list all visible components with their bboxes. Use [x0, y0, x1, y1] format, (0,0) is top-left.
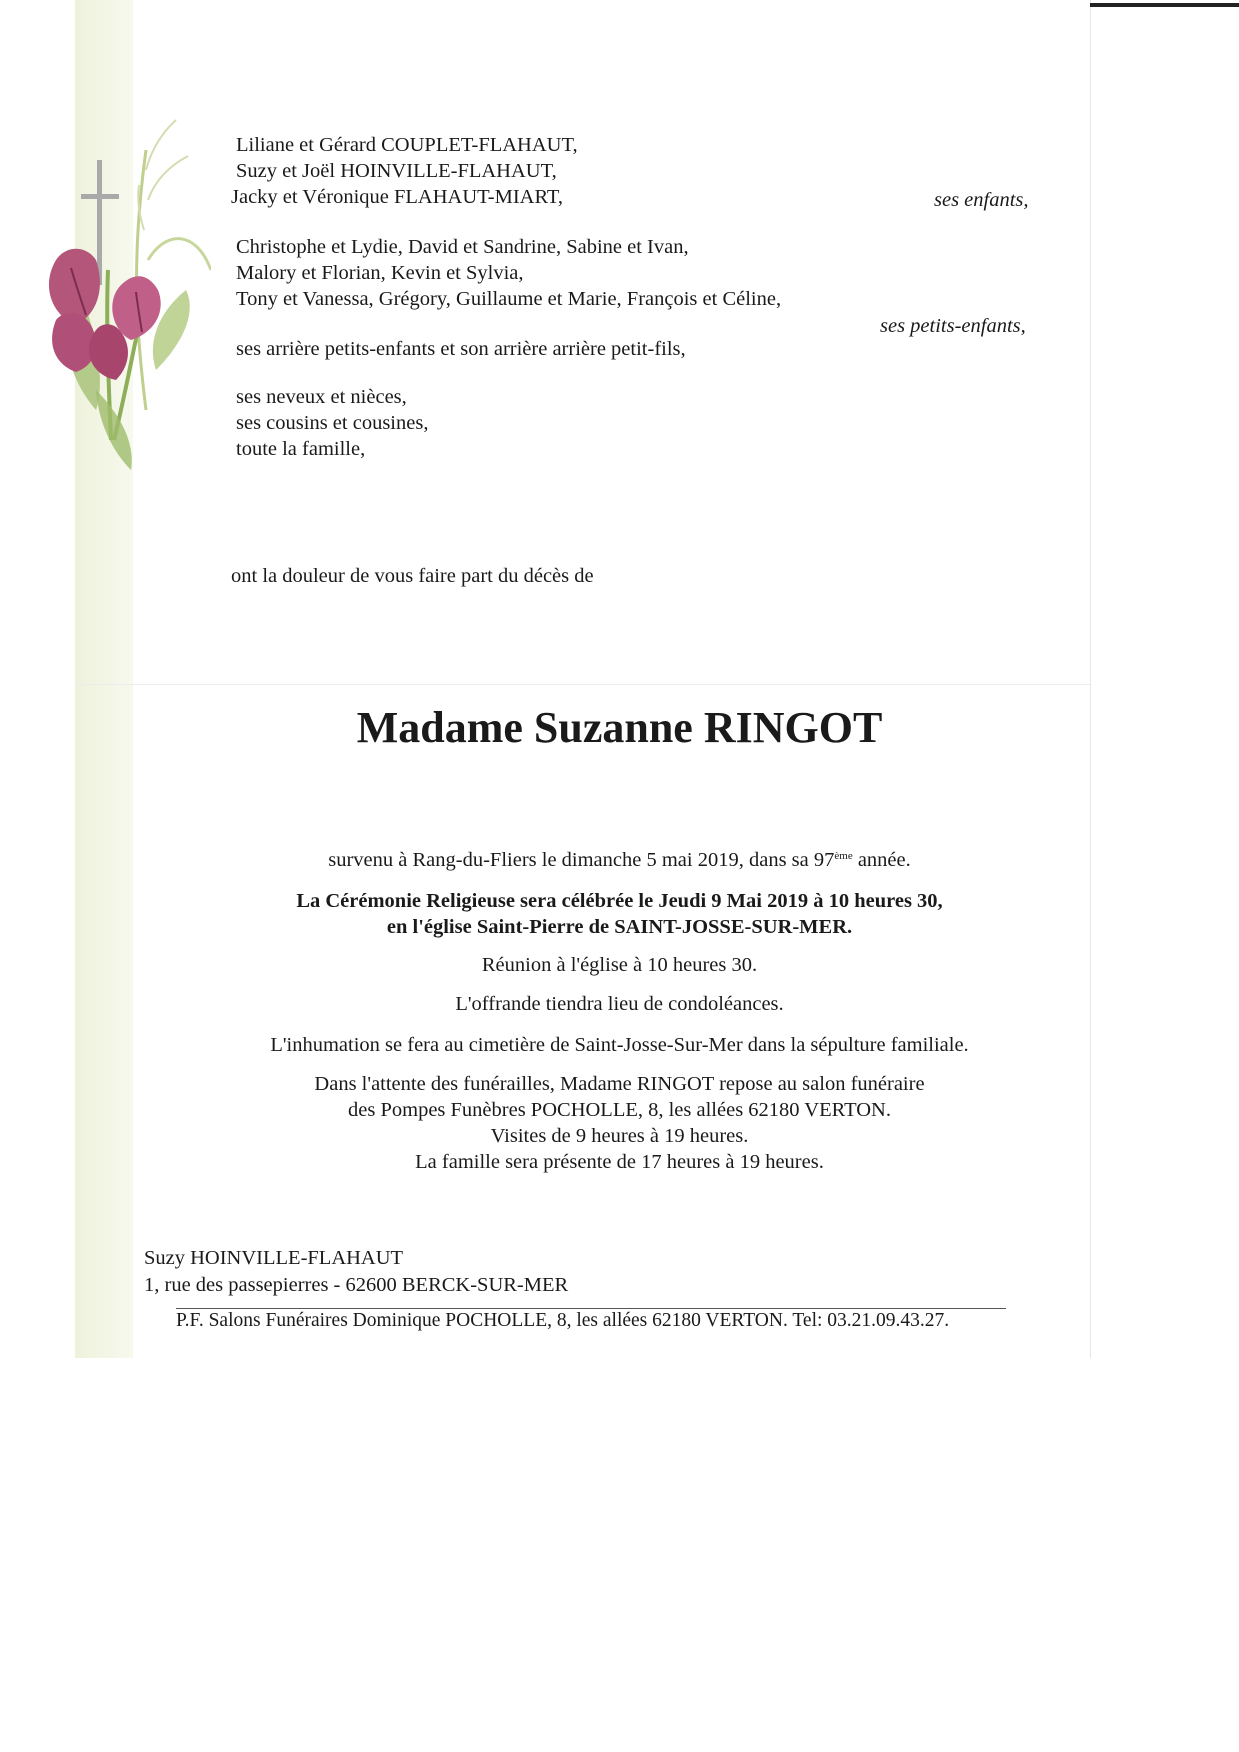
detail-line: Réunion à l'église à 10 heures 30.: [481, 954, 758, 976]
ceremony-line: en l'église Saint-Pierre de SAINT-JOSSE-SUR-MER.: [386, 916, 853, 938]
detail-line: L'offrande tiendra lieu de condoléances.: [455, 993, 784, 1015]
death-details-text: survenu à Rang-du-Fliers le dimanche 5 mai 2019, dans sa 97: [328, 849, 835, 871]
relatives-line: toute la famille,: [236, 438, 366, 460]
great-grandchildren-line: ses arrière petits-enfants et son arrière arrière petit-fils,: [236, 338, 686, 360]
detail-line: L'inhumation se fera au cimetière de Saint-Josse-Sur-Mer dans la sépulture familiale.: [270, 1034, 969, 1056]
announcement-text: ont la douleur de vous faire part du décès de: [231, 565, 594, 587]
deceased-name: Madame Suzanne RINGOT: [356, 703, 883, 752]
grandchildren-label: ses petits-enfants,: [880, 315, 1026, 337]
viewing-line: des Pompes Funèbres POCHOLLE, 8, les allées 62180 VERTON.: [348, 1099, 891, 1121]
funeral-home-footer: P.F. Salons Funéraires Dominique POCHOLLE, 8, les allées 62180 VERTON. Tel: 03.21.09.43.27.: [176, 1310, 950, 1331]
relatives-line: ses cousins et cousines,: [236, 412, 429, 434]
fold-line: [75, 684, 1090, 685]
children-label: ses enfants,: [934, 189, 1029, 211]
ceremony-line: La Cérémonie Religieuse sera célébrée le Jeudi 9 Mai 2019 à 10 heures 30,: [296, 890, 943, 912]
scan-edge-line: [1090, 3, 1239, 7]
viewing-line: La famille sera présente de 17 heures à 19 heures.: [415, 1151, 824, 1173]
ordinal-suffix: ème: [834, 850, 853, 862]
viewing-line: Dans l'attente des funérailles, Madame RINGOT repose au salon funéraire: [314, 1073, 925, 1095]
death-details: [0, 847, 1239, 873]
grandchild-line: Malory et Florian, Kevin et Sylvia,: [236, 262, 524, 284]
child-line: Jacky et Véronique FLAHAUT-MIART,: [231, 186, 564, 208]
contact-address: 1, rue des passepierres - 62600 BERCK-SUR-MER: [144, 1274, 569, 1296]
contact-name: Suzy HOINVILLE-FLAHAUT: [144, 1247, 404, 1269]
grandchild-line: Christophe et Lydie, David et Sandrine, Sabine et Ivan,: [236, 236, 689, 258]
child-line: Suzy et Joël HOINVILLE-FLAHAUT,: [236, 160, 557, 182]
viewing-line: Visites de 9 heures à 19 heures.: [490, 1125, 749, 1147]
grandchild-line: Tony et Vanessa, Grégory, Guillaume et Marie, François et Céline,: [236, 288, 782, 310]
relatives-line: ses neveux et nièces,: [236, 386, 407, 408]
child-line: Liliane et Gérard COUPLET-FLAHAUT,: [236, 134, 578, 156]
death-details-end: année.: [852, 849, 911, 871]
cross-and-lily-icon: [36, 110, 211, 480]
